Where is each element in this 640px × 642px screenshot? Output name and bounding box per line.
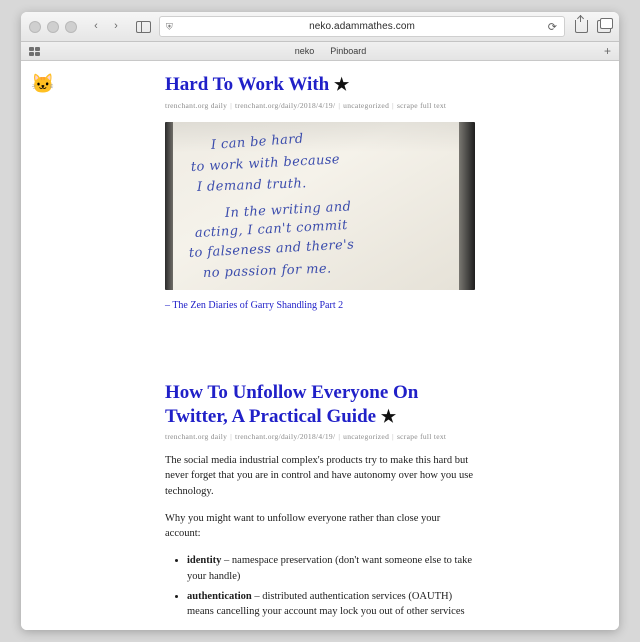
address-bar[interactable] [159,16,565,37]
toolbar-right-buttons [575,20,611,33]
sidebar-icon [136,21,151,33]
meta-source[interactable]: trenchant.org daily [165,100,228,110]
browser-window [21,12,619,630]
bookmark-item-pinboard[interactable]: Pinboard [330,46,367,56]
forward-icon[interactable]: › [114,20,118,32]
article-column [165,61,475,619]
post-title-2-text: How To Unfollow Everyone On Twitter, A Practical Guide [165,381,419,427]
handwriting-line-7: no passion for me. [202,261,332,281]
handwriting-line-3: I demand truth. [196,175,307,195]
star-icon[interactable]: ★ [380,406,397,426]
photo-left-edge [165,122,173,290]
show-sidebar-button[interactable] [133,18,153,36]
post-title-1-text: Hard To Work With [165,74,330,95]
meta-source[interactable]: trenchant.org daily [165,432,228,442]
post-title-2[interactable] [165,381,475,429]
post-title-1[interactable] [165,73,475,97]
meta-permalink[interactable]: trenchant.org/daily/2018/4/19/ [235,432,336,442]
close-window-button[interactable] [29,21,41,33]
post-bullet-list [165,553,475,619]
meta-permalink[interactable]: trenchant.org/daily/2018/4/19/ [235,100,336,110]
list-item [187,589,475,619]
minimize-window-button[interactable] [47,21,59,33]
window-controls[interactable] [29,21,77,33]
handwriting-line-1: I can be hard [210,131,305,153]
meta-category[interactable]: uncategorized [343,100,390,110]
post-meta-1: trenchant.org daily | trenchant.org/daily/2018/4/19/ | uncategorized | scrape full text [165,100,447,110]
bullet-term-authentication: authentication [187,590,252,602]
tab-overview-icon[interactable] [597,20,611,33]
bookmarks-bar [21,42,619,61]
post-paragraph-2: Why you might want to unfollow everyone rather than close your account: [165,512,441,540]
share-icon[interactable] [575,20,588,33]
shield-icon: ⛨ [166,21,173,31]
post-image-attribution[interactable]: – The Zen Diaries of Garry Shandling Part 2 [165,299,344,311]
page-content [21,61,619,630]
handwriting-line-5: acting, I can't commit [194,217,349,241]
photo-right-edge [459,122,475,290]
meta-category[interactable]: uncategorized [343,432,390,442]
post-image-handwritten-note[interactable] [165,122,475,290]
back-icon[interactable]: ‹ [94,20,98,32]
post-meta-2: trenchant.org daily | trenchant.org/daily/2018/4/19/ | uncategorized | scrape full text [165,432,447,442]
star-icon[interactable]: ★ [333,75,350,94]
bookmark-item-neko[interactable]: neko [294,46,315,56]
meta-scrape[interactable]: scrape full text [396,432,447,442]
navigation-buttons[interactable] [87,18,125,36]
reload-icon[interactable]: ⟳ [547,21,557,33]
handwriting-line-4: In the writing and [224,199,352,221]
meta-scrape[interactable]: scrape full text [396,100,447,110]
zoom-window-button[interactable] [65,21,77,33]
handwriting-line-2: to work with because [190,151,341,175]
browser-toolbar [21,12,619,42]
site-logo-icon[interactable]: 🐱 [31,74,55,95]
post-paragraph-1: The social media industrial complex's products try to make this hard but never forget that you are in control and have autonomy over how you use technology. [165,455,474,497]
bullet-text-identity: – namespace preservation (don't want someone else to take your handle) [187,555,473,582]
bullet-text-authentication: – distributed authentication services (OAUTH) means cancelling your account may lock you out of other services [187,590,465,617]
photo-paper [173,122,459,290]
handwriting-line-6: to falseness and there's [188,237,355,261]
list-item [187,553,475,583]
bullet-term-identity: identity [187,555,222,567]
show-all-bookmarks-icon[interactable] [29,47,40,56]
new-tab-button[interactable]: + [603,44,611,58]
address-bar-url: neko.adammathes.com [309,21,415,32]
bookmark-items [50,46,611,56]
